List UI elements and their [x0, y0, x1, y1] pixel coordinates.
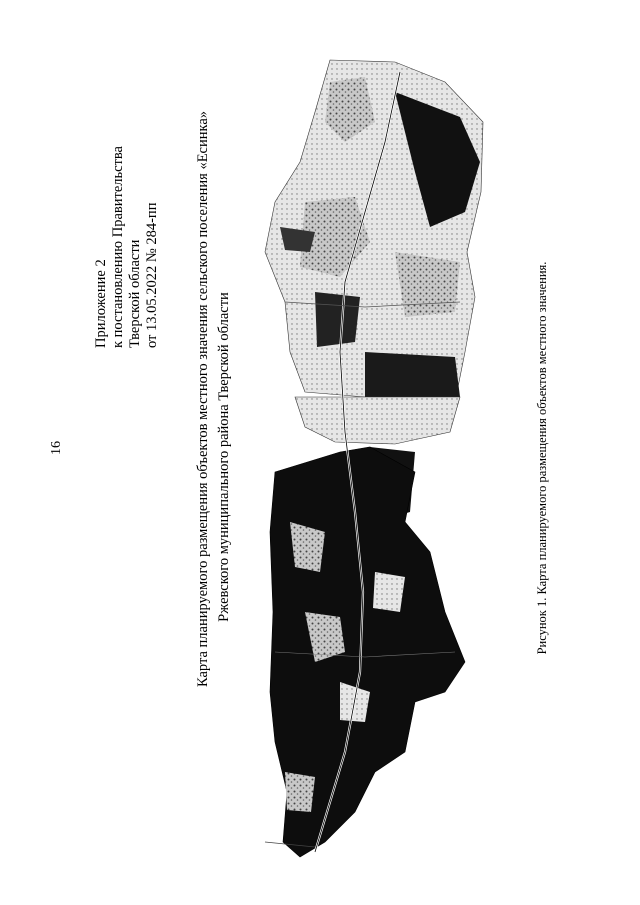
- appendix-header: [93, 76, 161, 348]
- map-image: [245, 52, 500, 864]
- document-title: [193, 110, 239, 687]
- figure-caption: Рисунок 1. Карта планируемого размещения объектов местного значения.: [535, 261, 549, 655]
- title-line-2: Ржевского муниципального района Тверской области: [216, 292, 232, 622]
- appendix-line: Приложение 2: [93, 259, 109, 348]
- appendix-line: к постановлению Правительства: [110, 146, 126, 348]
- appendix-line: от 13.05.2022 № 284-пп: [144, 202, 160, 348]
- title-line-1: Карта планируемого размещения объектов местного значения сельского поселения «Есинка»: [195, 110, 211, 687]
- page-number: 16: [49, 441, 64, 455]
- settlement-map: [245, 52, 500, 864]
- appendix-line: Тверской области: [127, 239, 143, 348]
